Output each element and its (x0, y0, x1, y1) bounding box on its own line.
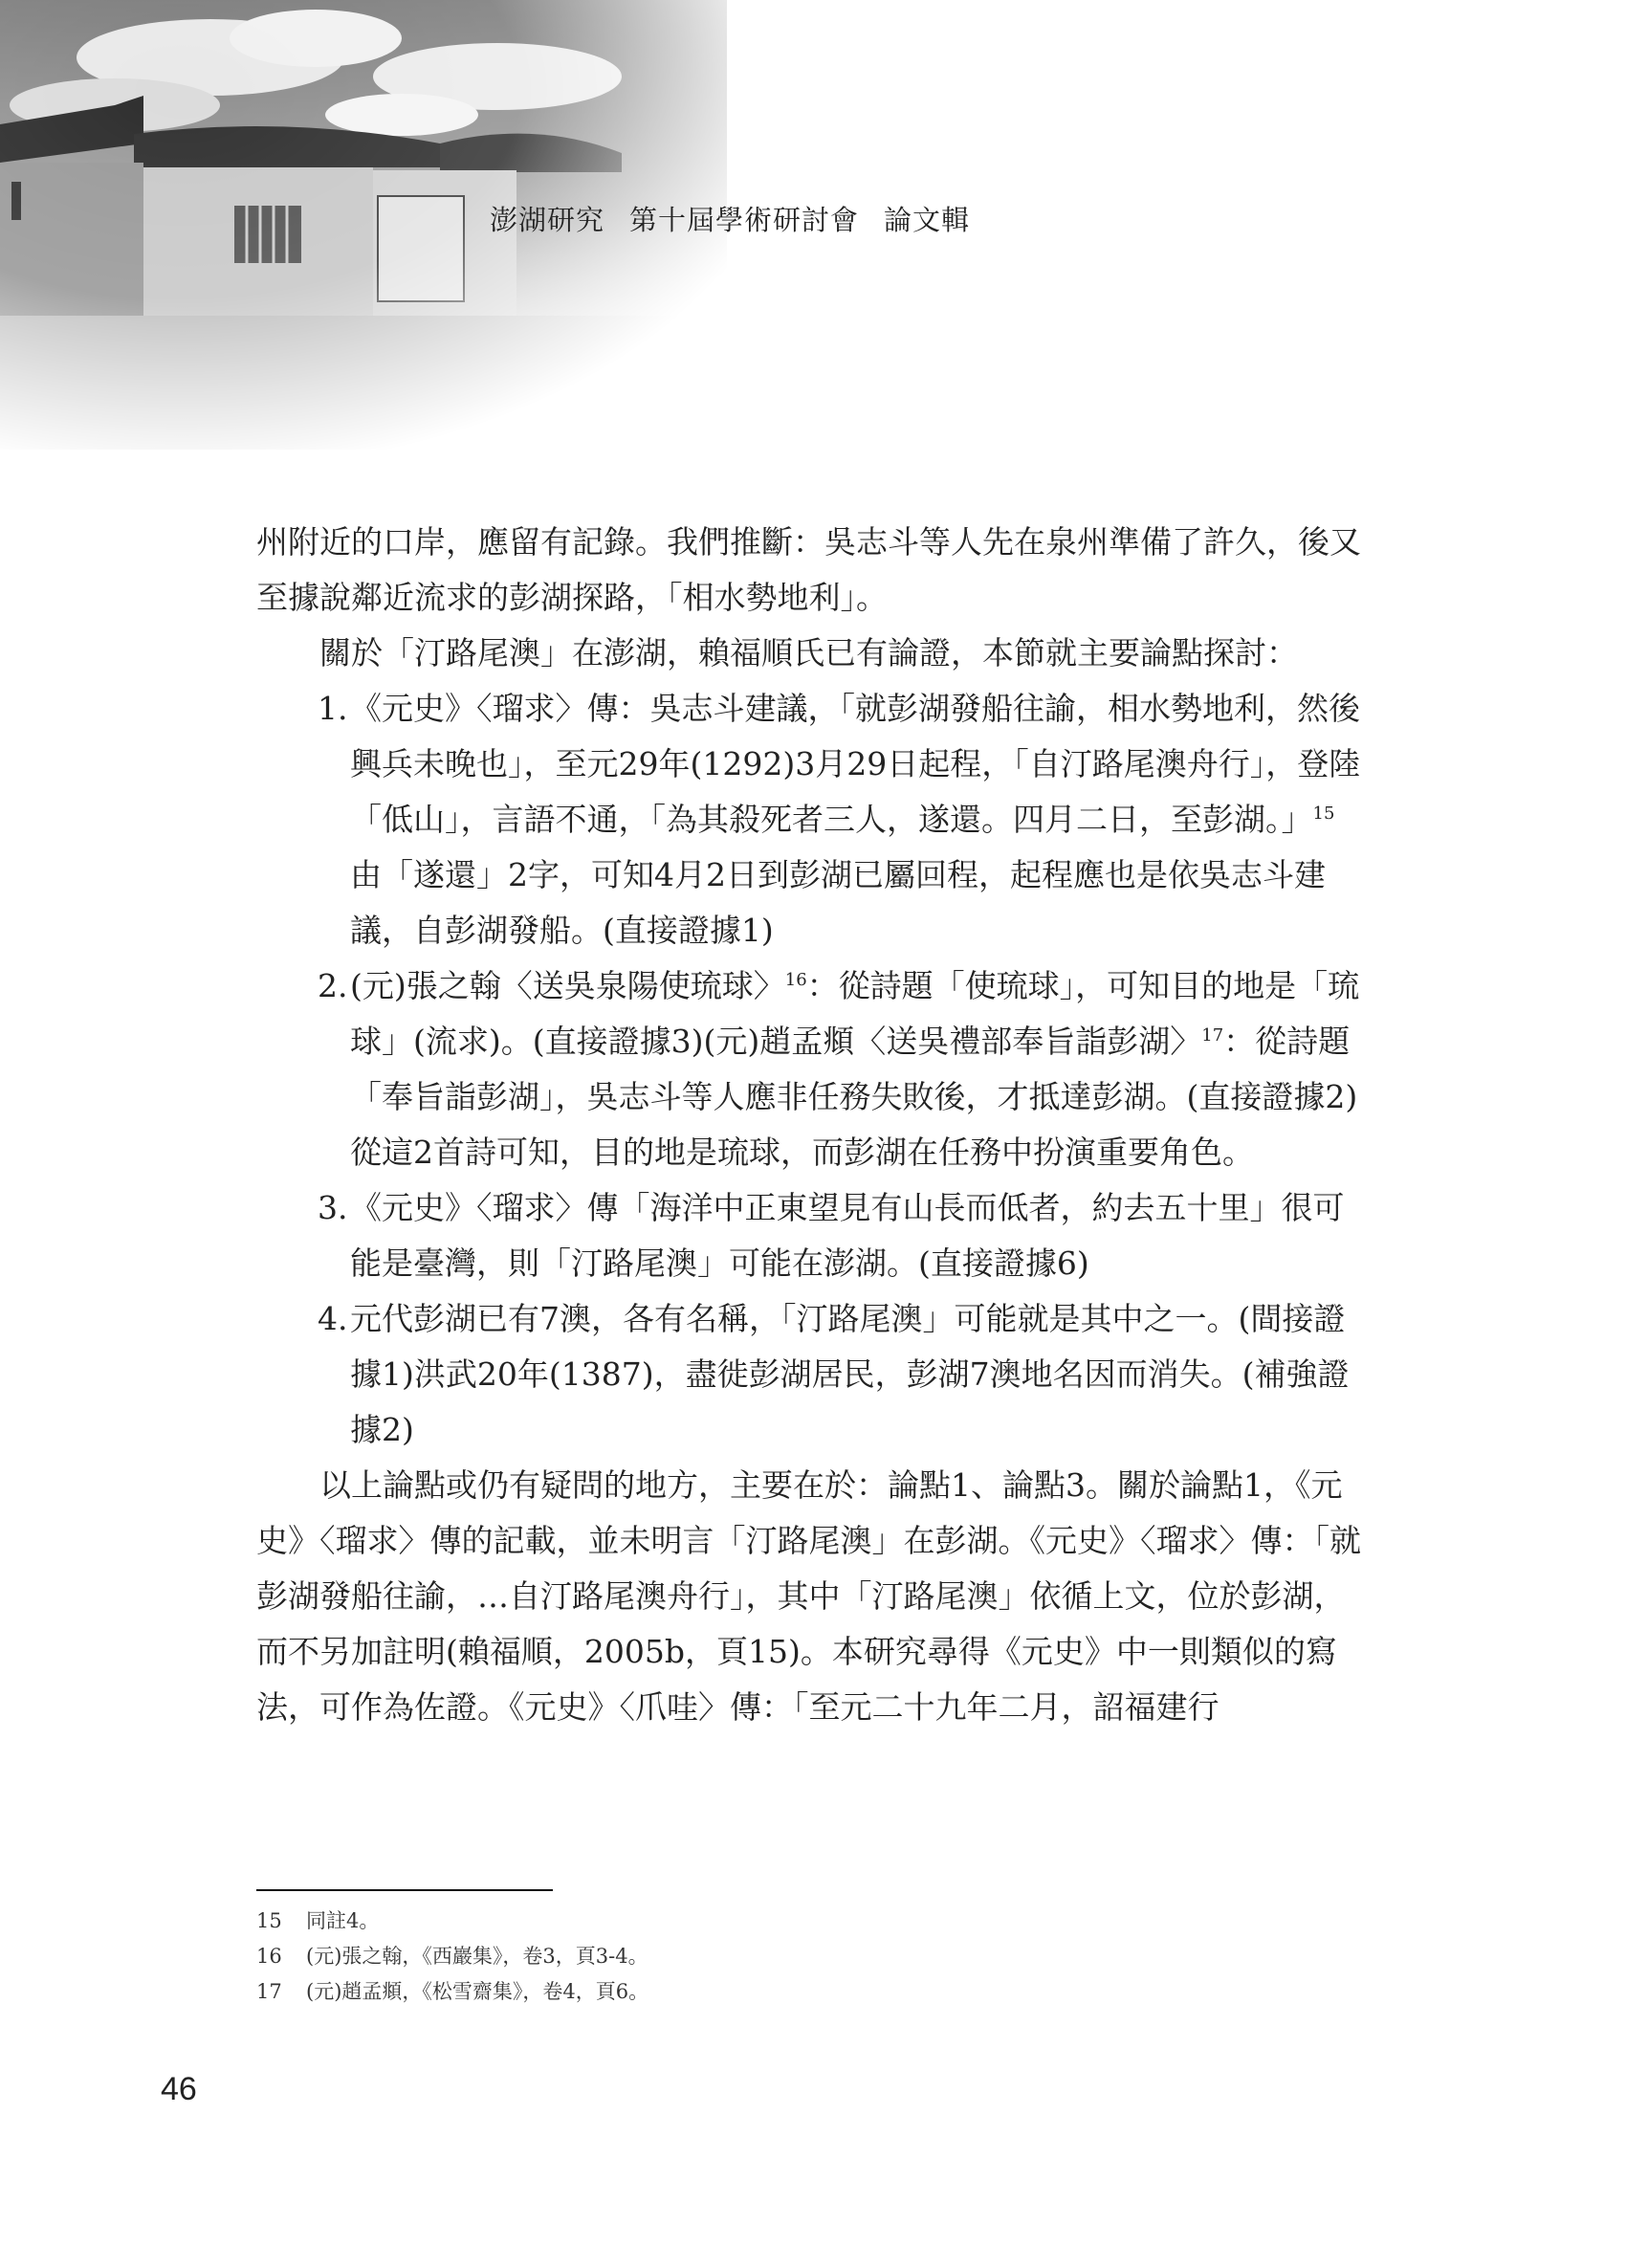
paragraph-1: 州附近的口岸，應留有記錄。我們推斷：吳志斗等人先在泉州準備了許久，後又至據說鄰近流求的彭湖探路，「相水勢地利」。 (256, 523, 1361, 616)
paragraph-2: 關於「汀路尾澳」在澎湖，賴福順氏已有論證，本節就主要論點探討： (319, 634, 1298, 672)
list-number: 2. (318, 967, 348, 1004)
footnote (256, 1974, 1366, 2010)
list-text: 《元史》〈瑠求〉傳：吳志斗建議，「就彭湖發船往諭，相水勢地利，然後興兵未晚也」，至元29年(1292)3月29日起程，「自汀路尾澳舟行」，登陸「低山」，言語不通，「為其殺死者三人，遂還。四月二日，至彭湖。」 (350, 690, 1361, 838)
list-item (256, 1291, 1366, 1458)
footnote-number: 17 (256, 1980, 282, 2003)
list-number: 3. (318, 1189, 348, 1226)
footnote-divider (256, 1889, 553, 1891)
list-number: 1. (318, 690, 348, 727)
list-item (256, 1180, 1366, 1291)
list-item (256, 681, 1366, 958)
page-number: 46 (161, 2071, 197, 2107)
list-item (256, 958, 1366, 1180)
footnote-text: 同註4。 (306, 1909, 380, 1932)
footnote-ref[interactable]: 16 (784, 970, 807, 990)
paragraph-3: 以上論點或仍有疑問的地方，主要在於：論點1、論點3。關於論點1，《元史》〈瑠求〉傳的記載，並未明言「汀路尾澳」在彭湖。《元史》〈瑠求〉傳：「就彭湖發船往諭，…自汀路尾澳舟行」，其中「汀路尾澳」依循上文，位於彭湖，而不另加註明(賴福順，2005b，頁15)。本研究尋得《元史》中一則類似的寫法，可作為佐證。《元史》〈爪哇〉傳：「至元二十九年二月，詔福建行 (256, 1466, 1361, 1726)
list-text: ：從詩題「使琉球」，可知目的地是「琉球」(流求)。(直接證據3)(元)趙孟頫〈送吳禮部奉旨詣彭湖〉 (350, 967, 1360, 1060)
footnote (256, 1939, 1366, 1974)
footnote-number: 16 (256, 1945, 282, 1968)
footnote-ref[interactable]: 17 (1201, 1025, 1224, 1046)
argument-list (256, 681, 1366, 1458)
list-text: ：從詩題「奉旨詣彭湖」，吳志斗等人應非任務失敗後，才抵達彭湖。(直接證據2)從這2首詩可知，目的地是琉球，而彭湖在任務中扮演重要角色。 (350, 1023, 1358, 1171)
footnotes (256, 1904, 1366, 2010)
footnote-text: (元)張之翰，《西巖集》，卷3，頁3-4。 (306, 1945, 648, 1968)
footnote-ref[interactable]: 15 (1312, 804, 1335, 824)
footnote (256, 1904, 1366, 1939)
collection-title: 論文輯 (884, 204, 971, 236)
main-body (256, 515, 1366, 1735)
list-text: 《元史》〈瑠求〉傳「海洋中正東望見有山長而低者，約去五十里」很可能是臺灣，則「汀路尾澳」可能在澎湖。(直接證據6) (350, 1189, 1345, 1282)
list-text: 由「遂還」2字，可知4月2日到彭湖已屬回程，起程應也是依吳志斗建議，自彭湖發船。(直接證據1) (350, 856, 1326, 949)
list-text: (元)張之翰〈送吳泉陽使琉球〉 (350, 967, 785, 1004)
list-text: 元代彭湖已有7澳，各有名稱，「汀路尾澳」可能就是其中之一。(間接證據1)洪武20年(1387)，盡徙彭湖居民，彭湖7澳地名因而消失。(補強證據2) (350, 1300, 1350, 1448)
conference-title: 第十屆學術研討會 (629, 204, 860, 236)
footnote-number: 15 (256, 1909, 282, 1932)
footnote-text: (元)趙孟頫，《松雪齋集》，卷4，頁6。 (306, 1980, 649, 2003)
running-header (490, 199, 995, 238)
journal-title: 澎湖研究 (490, 204, 605, 236)
list-number: 4. (318, 1300, 348, 1337)
